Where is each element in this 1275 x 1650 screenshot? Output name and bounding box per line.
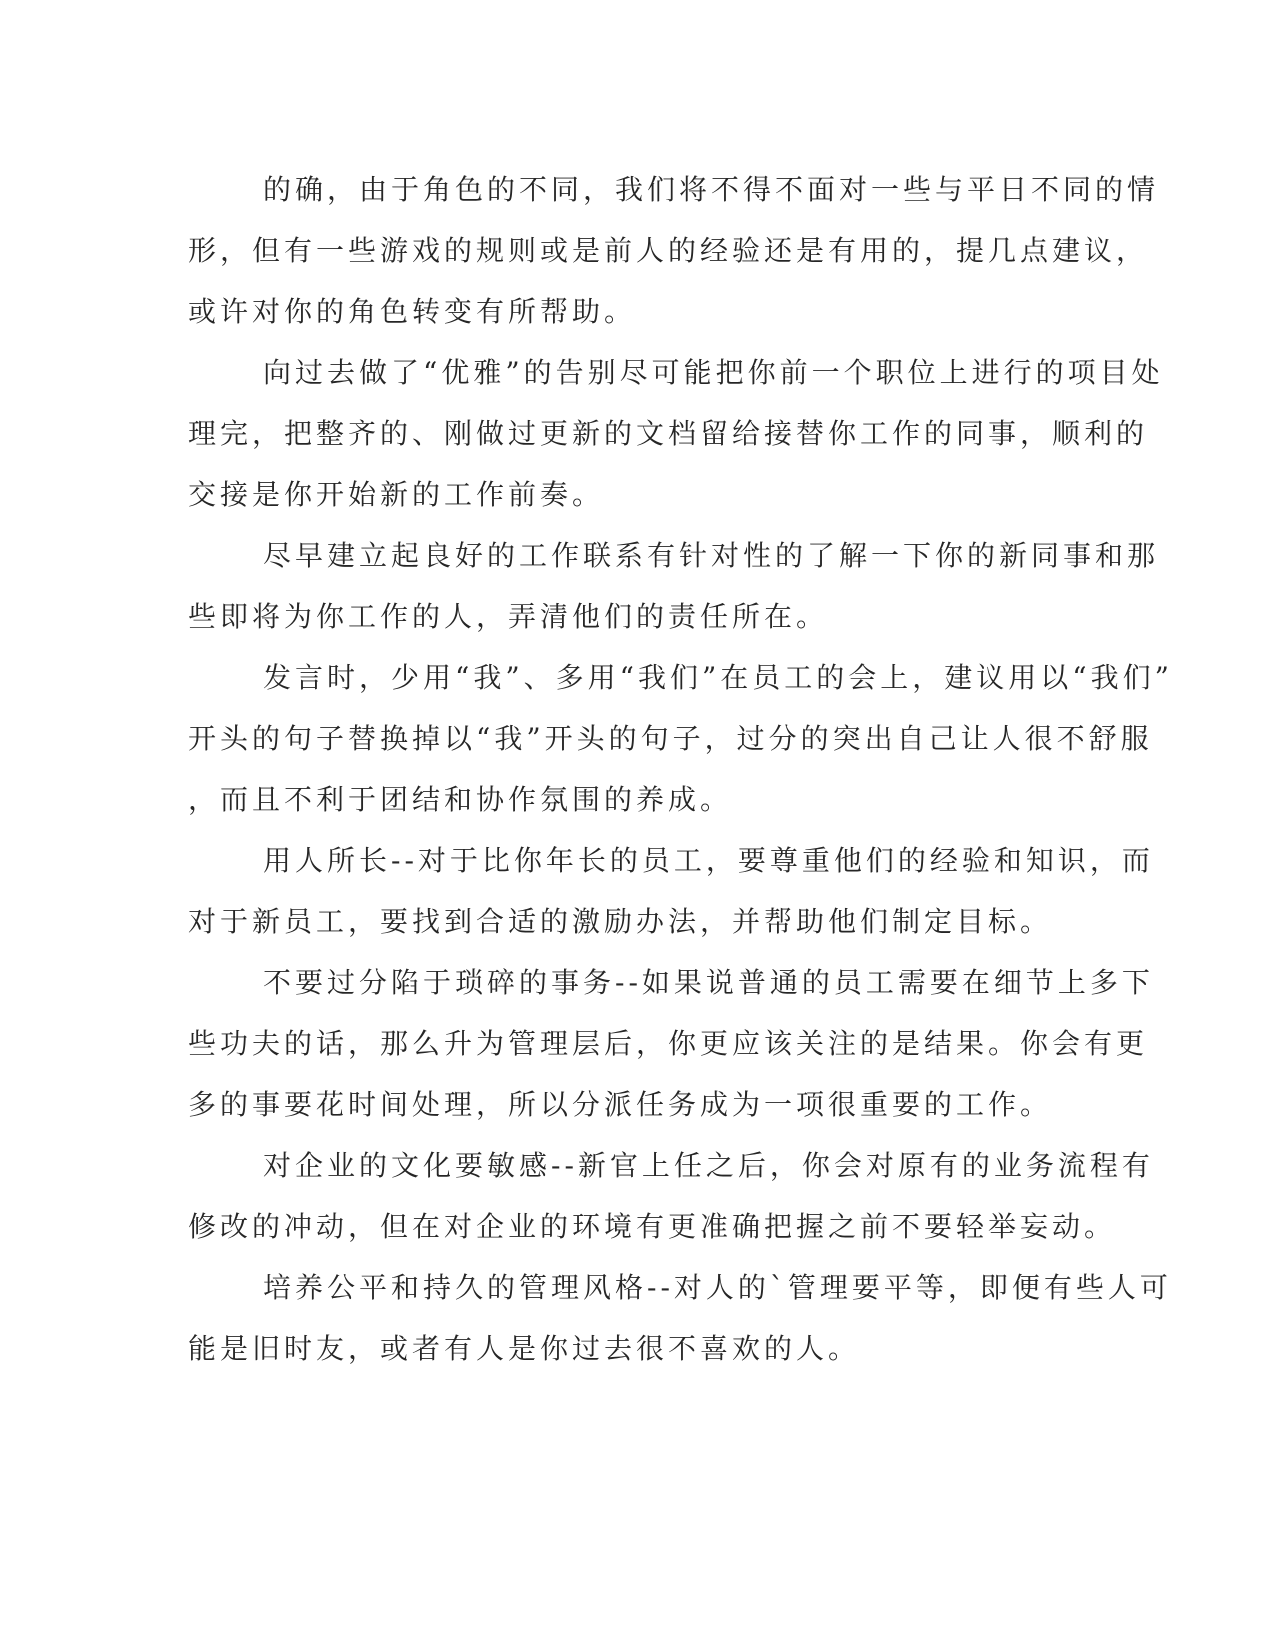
text-line: 发言时，少用“我”、多用“我们”在员工的会上，建议用以“我们”	[263, 661, 1173, 694]
text-line: 能是旧时友，或者有人是你过去很不喜欢的人。	[188, 1332, 861, 1365]
text-line: 理完，把整齐的、刚做过更新的文档留给接替你工作的同事，顺利的	[188, 417, 1149, 450]
text-line: 培养公平和持久的管理风格--对人的`管理要平等，即便有些人可	[263, 1271, 1172, 1304]
text-line: 交接是你开始新的工作前奏。	[188, 478, 605, 511]
text-line: 些即将为你工作的人，弄清他们的责任所在。	[188, 600, 829, 633]
paragraph-1	[188, 159, 1160, 342]
body-text	[188, 159, 1173, 1379]
paragraph-8	[188, 1257, 1172, 1379]
paragraph-6	[188, 952, 1154, 1135]
text-line: 向过去做了“优雅”的告别尽可能把你前一个职位上进行的项目处	[263, 356, 1164, 389]
text-line: 对企业的文化要敏感--新官上任之后，你会对原有的业务流程有	[263, 1149, 1154, 1182]
paragraph-4	[188, 647, 1173, 830]
text-line: 尽早建立起良好的工作联系有针对性的了解一下你的新同事和那	[263, 539, 1160, 572]
text-line: 开头的句子替换掉以“我”开头的句子，过分的突出自己让人很不舒服	[188, 722, 1153, 755]
text-line: ，而且不利于团结和协作氛围的养成。	[188, 783, 733, 816]
paragraph-2	[188, 342, 1164, 525]
paragraph-7	[188, 1135, 1154, 1257]
text-line: 些功夫的话，那么升为管理层后，你更应该关注的是结果。你会有更	[188, 1027, 1149, 1060]
paragraph-5	[188, 830, 1154, 952]
paragraph-3	[188, 525, 1160, 647]
text-line: 用人所长--对于比你年长的员工，要尊重他们的经验和知识，而	[263, 844, 1154, 877]
text-line: 多的事要花时间处理，所以分派任务成为一项很重要的工作。	[188, 1088, 1053, 1121]
text-line: 的确，由于角色的不同，我们将不得不面对一些与平日不同的情	[263, 173, 1160, 206]
text-line: 修改的冲动，但在对企业的环境有更准确把握之前不要轻举妄动。	[188, 1210, 1117, 1243]
text-line: 不要过分陷于琐碎的事务--如果说普通的员工需要在细节上多下	[263, 966, 1154, 999]
text-line: 形，但有一些游戏的规则或是前人的经验还是有用的，提几点建议，	[188, 234, 1149, 267]
text-line: 或许对你的角色转变有所帮助。	[188, 295, 637, 328]
text-line: 对于新员工，要找到合适的激励办法，并帮助他们制定目标。	[188, 905, 1053, 938]
